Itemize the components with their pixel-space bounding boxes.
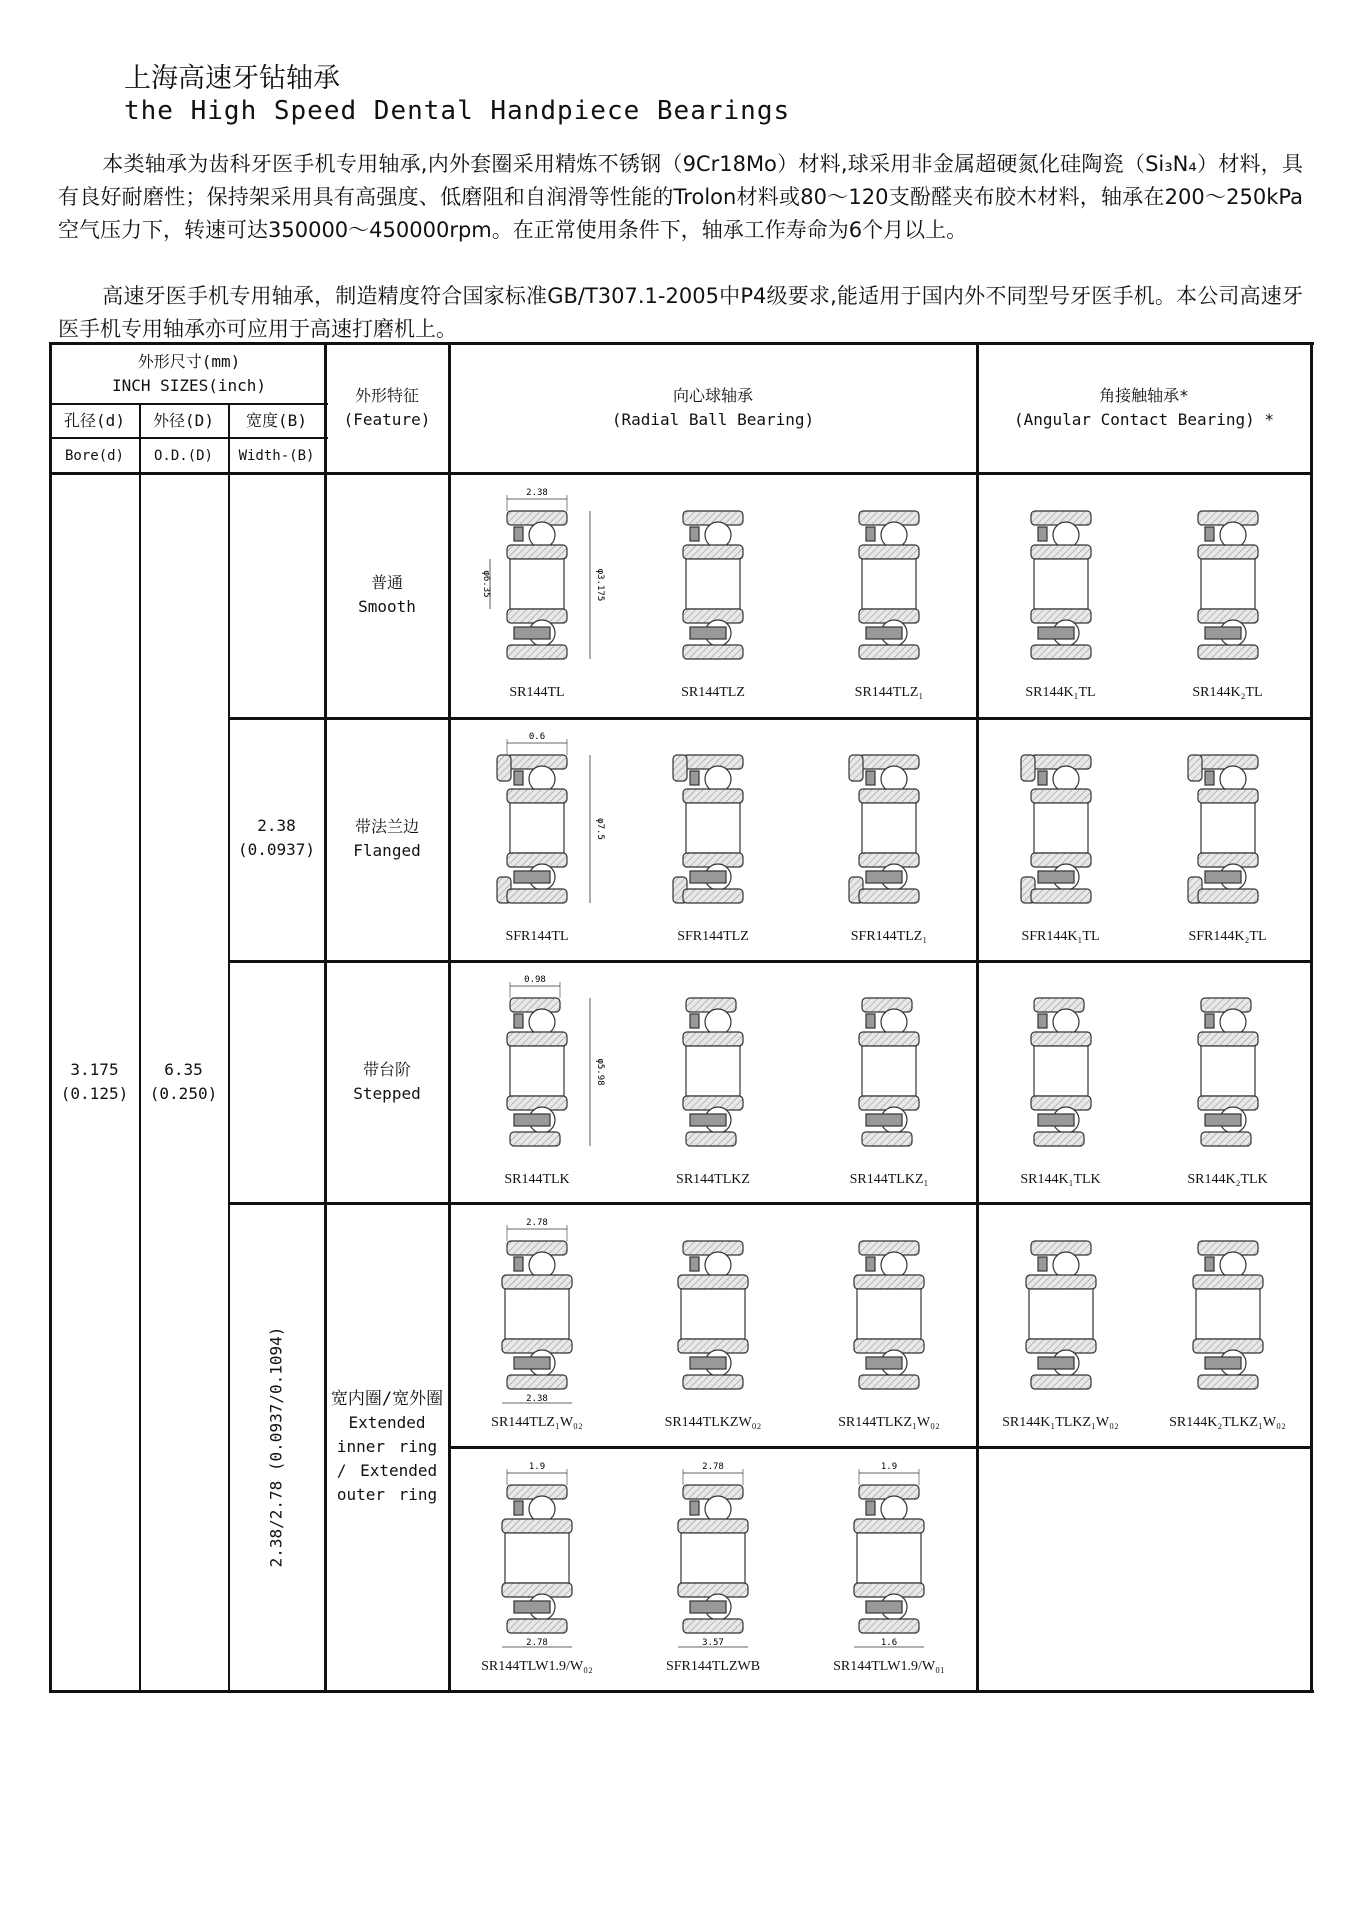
cage-bottom xyxy=(690,1601,726,1613)
cage-top xyxy=(1038,527,1047,541)
radial-bearing-item xyxy=(449,970,625,1199)
cage-bottom xyxy=(514,1601,550,1613)
model-number: SR144TLW1.9/W₀₁ xyxy=(833,1659,945,1674)
model-number: SFR144TLZ xyxy=(677,929,749,944)
angular-bearing-item xyxy=(1144,1213,1311,1443)
cage-top xyxy=(1205,527,1214,541)
bore xyxy=(862,559,916,609)
cage-bottom xyxy=(690,1357,726,1369)
cage-bottom xyxy=(690,1114,726,1126)
cage-top xyxy=(514,527,523,541)
width-value-b: 2.38/2.78 (0.0937/0.1094) xyxy=(266,1326,286,1568)
inner-ring-top xyxy=(678,1519,748,1533)
feature-en: Smooth xyxy=(358,597,416,616)
width-a-mm: 2.38 xyxy=(257,816,296,835)
bearing-drawing xyxy=(986,970,1136,1170)
radial-bearing-item xyxy=(625,727,801,956)
cage-bottom xyxy=(514,1114,550,1126)
dimension-label: 2.78 xyxy=(526,1638,548,1648)
bearing-drawing xyxy=(638,1457,788,1657)
feature-header xyxy=(325,343,449,473)
bore xyxy=(1034,559,1088,609)
page-title-en: the High Speed Dental Handpiece Bearings xyxy=(124,96,791,126)
angular-bearing-item xyxy=(977,727,1144,956)
feature-cn: 带台阶 xyxy=(362,1059,411,1079)
bore xyxy=(857,1289,921,1339)
angular-bearing-item xyxy=(1144,727,1311,956)
ball-icon xyxy=(1053,766,1079,792)
bearing-drawing xyxy=(462,727,612,927)
bearing-drawing xyxy=(814,1457,964,1657)
outer-ring-top xyxy=(1034,998,1084,1012)
outer-ring-bottom xyxy=(1198,645,1258,659)
model-number: SR144TLZ₁ xyxy=(854,685,924,700)
inner-ring-top xyxy=(1031,545,1091,559)
cage-bottom xyxy=(866,871,902,883)
table-rule xyxy=(50,437,328,439)
outer-ring-bottom xyxy=(1031,1375,1091,1389)
ball-icon xyxy=(529,522,555,548)
feature-en: Extended inner ring / Extended outer ring xyxy=(336,1413,438,1504)
bore xyxy=(1201,1046,1255,1096)
outer-ring-top xyxy=(862,998,912,1012)
model-number: SR144TL xyxy=(509,685,565,700)
radial-bearing-item xyxy=(801,1213,977,1443)
bore xyxy=(505,1289,569,1339)
cage-bottom xyxy=(866,1114,902,1126)
bore xyxy=(510,803,564,853)
table-rule xyxy=(49,342,52,1693)
page-title-cn: 上海高速牙钻轴承 xyxy=(124,63,340,94)
size-header xyxy=(50,343,328,404)
cage-bottom xyxy=(1038,871,1074,883)
radial-bearing-item xyxy=(625,970,801,1199)
inner-ring-top xyxy=(683,545,743,559)
cage-top xyxy=(690,1014,699,1028)
dimension-label: 1.9 xyxy=(528,1462,546,1472)
cage-top xyxy=(690,527,699,541)
outer-ring-bottom xyxy=(683,1619,743,1633)
cage-bottom xyxy=(1205,627,1241,639)
cage-top xyxy=(1205,1014,1214,1028)
outer-ring-bottom xyxy=(507,889,567,903)
outer-ring-bottom xyxy=(683,645,743,659)
size-header-cn: 外形尺寸(mm) xyxy=(137,351,241,371)
cage-bottom xyxy=(866,1357,902,1369)
angular-header xyxy=(977,343,1311,473)
model-number: SR144K₂TLK xyxy=(1187,1172,1268,1187)
model-number: SFR144TLZ₁ xyxy=(850,929,928,944)
feature-cn: 带法兰边 xyxy=(354,816,419,836)
feature-cell xyxy=(325,717,449,960)
ball-icon xyxy=(529,766,555,792)
radial-header-cn: 向心球轴承 xyxy=(672,386,753,405)
width-a-inch: (0.0937) xyxy=(237,840,316,859)
feature-cell xyxy=(325,473,449,717)
ball-icon xyxy=(881,1252,907,1278)
ball-icon xyxy=(705,1496,731,1522)
model-number: SR144TLKZ₁W₀₂ xyxy=(838,1415,940,1430)
outer-ring-bottom xyxy=(1031,889,1091,903)
table-rule xyxy=(449,1446,1311,1449)
feature-cn: 普通 xyxy=(370,573,403,592)
cage-bottom xyxy=(514,627,550,639)
feature-cn: 宽内圈/宽外圈 xyxy=(330,1389,444,1409)
cage-top xyxy=(1038,771,1047,785)
radial-bearing-item xyxy=(801,970,977,1199)
bore xyxy=(1034,1046,1088,1096)
cage-top xyxy=(690,771,699,785)
ball-icon xyxy=(705,766,731,792)
radial-bearing-item xyxy=(801,1457,977,1687)
outer-ring-bottom xyxy=(1031,645,1091,659)
cage-bottom xyxy=(1205,871,1241,883)
inner-ring-top xyxy=(683,1032,743,1046)
ball-icon xyxy=(1220,1009,1246,1035)
inner-ring-top xyxy=(678,1275,748,1289)
table-rule xyxy=(228,404,230,1692)
dimension-label: 1.6 xyxy=(880,1638,898,1648)
flange-top xyxy=(497,755,511,781)
dimension-label: 1.9 xyxy=(880,1462,898,1472)
ball-icon xyxy=(1053,1009,1079,1035)
inner-ring-top xyxy=(859,1032,919,1046)
bore-header-en: Bore(d) xyxy=(64,447,124,464)
bearing-drawing xyxy=(462,483,612,683)
cage-top xyxy=(514,1014,523,1028)
cage-top xyxy=(690,1257,699,1271)
table-rule xyxy=(50,1690,1314,1693)
bearing-drawing xyxy=(1153,1213,1303,1413)
bore-header-cn: 孔径(d) xyxy=(64,411,125,430)
dimension-label: 2.78 xyxy=(526,1218,548,1228)
od-header-en: O.D.(D) xyxy=(153,447,213,464)
ball-icon xyxy=(705,1009,731,1035)
radial-bearing-item xyxy=(449,727,625,956)
bearing-drawing xyxy=(986,727,1136,927)
cage-bottom xyxy=(690,627,726,639)
width-value-b-cell xyxy=(228,1203,325,1691)
bearing-drawing xyxy=(1153,727,1303,927)
dimension-label: 3.57 xyxy=(702,1638,724,1648)
bore xyxy=(686,803,740,853)
ball-icon xyxy=(881,766,907,792)
intro-paragraph-1 xyxy=(58,148,1303,247)
bore xyxy=(862,1046,916,1096)
model-number: SR144TLKZ₁ xyxy=(849,1172,929,1187)
feature-en: Stepped xyxy=(353,1083,421,1103)
model-number: SR144TLW1.9/W₀₂ xyxy=(481,1659,593,1674)
dimension-label: φ7.5 xyxy=(595,818,605,840)
bore-value xyxy=(50,473,139,1691)
bore xyxy=(1029,1289,1093,1339)
inner-ring-top xyxy=(1031,1032,1091,1046)
inner-ring-top xyxy=(507,1032,567,1046)
paragraph-text: 本类轴承为齿科牙医手机专用轴承,内外套圈采用精炼不锈钢（9Cr18Mo）材料,球采用非金属超硬氮化硅陶瓷（Si₃N₄）材料，具有良好耐磨性；保持架采用具有高强度、低磨阻和自润滑等性能的Trolon材料或80～120支酚醛夹布胶木材料，轴承在200～250kPa空气压力下，转速可达350000～450000rpm。在正常使用条件下，轴承工作寿命为6个月以上。 xyxy=(58,152,1304,242)
table-rule xyxy=(139,404,141,1692)
radial-header-en: (Radial Ball Bearing) xyxy=(611,410,815,429)
bore xyxy=(1201,803,1255,853)
paragraph-text: 高速牙医手机专用轴承，制造精度符合国家标准GB/T307.1-2005中P4级要求,能适用于国内外不同型号牙医手机。本公司高速牙医手机专用轴承亦可应用于高速打磨机上。 xyxy=(58,284,1303,341)
cage-top xyxy=(690,1501,699,1515)
ball-icon xyxy=(881,522,907,548)
cage-top xyxy=(866,1257,875,1271)
bearing-drawing xyxy=(638,970,788,1170)
bearing-drawing xyxy=(814,483,964,683)
outer-ring-top xyxy=(510,998,560,1012)
angular-bearing-item xyxy=(1144,483,1311,713)
bearing-drawing xyxy=(462,1457,612,1657)
model-number: SR144K₁TL xyxy=(1025,685,1096,700)
cage-bottom xyxy=(514,1357,550,1369)
od-value xyxy=(139,473,228,1691)
dimension-label: 0.6 xyxy=(528,732,546,742)
ball-icon xyxy=(1053,1252,1079,1278)
bore xyxy=(1196,1289,1260,1339)
cage-bottom xyxy=(514,871,550,883)
model-number: SR144K₁TLK xyxy=(1020,1172,1101,1187)
width-header-en: Width-(B) xyxy=(238,447,315,464)
bore xyxy=(857,1533,921,1583)
od-mm: 6.35 xyxy=(164,1060,203,1079)
cage-bottom xyxy=(866,1601,902,1613)
table-rule xyxy=(50,403,328,405)
inner-ring-top xyxy=(502,1275,572,1289)
inner-ring-top xyxy=(854,1275,924,1289)
table-rule xyxy=(228,1202,1312,1205)
feature-cell xyxy=(325,1203,449,1691)
bore xyxy=(1201,559,1255,609)
inner-ring-top xyxy=(859,789,919,803)
radial-bearing-item xyxy=(801,483,977,713)
dimension-label: 2.38 xyxy=(526,1394,548,1404)
flange-top xyxy=(673,755,687,781)
bore-mm: 3.175 xyxy=(70,1060,119,1079)
outer-ring-top xyxy=(1201,998,1251,1012)
cage-top xyxy=(1205,1257,1214,1271)
cage-top xyxy=(1038,1257,1047,1271)
ball-icon xyxy=(881,1009,907,1035)
model-number: SR144K₂TL xyxy=(1192,685,1263,700)
outer-ring-bottom xyxy=(862,1132,912,1146)
bearing-drawing xyxy=(1153,970,1303,1170)
bore xyxy=(510,1046,564,1096)
feature-en: Flanged xyxy=(353,840,421,860)
bore xyxy=(505,1533,569,1583)
table-rule xyxy=(448,343,451,1692)
outer-ring-bottom xyxy=(1198,1375,1258,1389)
flange-top xyxy=(1021,755,1035,781)
angular-bearing-item xyxy=(977,970,1144,1199)
od-inch: (0.250) xyxy=(149,1084,218,1103)
ball-icon xyxy=(529,1252,555,1278)
table-rule xyxy=(228,960,1312,963)
model-number: SFR144TL xyxy=(505,929,569,944)
cage-bottom xyxy=(690,871,726,883)
width-value-a xyxy=(228,473,325,1203)
bore xyxy=(862,803,916,853)
bearing-drawing xyxy=(1153,483,1303,683)
angular-header-cn: 角接触轴承* xyxy=(1099,386,1189,405)
dimension-label: 2.78 xyxy=(702,1462,724,1472)
angular-header-en: (Angular Contact Bearing) * xyxy=(1013,410,1275,429)
outer-ring-bottom xyxy=(683,889,743,903)
inner-ring-top xyxy=(1198,1032,1258,1046)
model-number: SFR144K₁TL xyxy=(1021,929,1100,944)
outer-ring-bottom xyxy=(507,645,567,659)
bore xyxy=(686,1046,740,1096)
inner-ring-top xyxy=(507,789,567,803)
feature-header-en: (Feature) xyxy=(343,410,431,429)
outer-ring-bottom xyxy=(686,1132,736,1146)
model-number: SFR144TLZWB xyxy=(665,1659,761,1674)
ball-icon xyxy=(529,1009,555,1035)
outer-ring-bottom xyxy=(859,1375,919,1389)
table-rule xyxy=(50,472,1312,475)
radial-bearing-item xyxy=(625,483,801,713)
bearing-drawing xyxy=(814,1213,964,1413)
inner-ring-top xyxy=(859,545,919,559)
inner-ring-top xyxy=(854,1519,924,1533)
ball-icon xyxy=(881,1496,907,1522)
radial-bearing-item xyxy=(449,483,625,713)
inner-ring-top xyxy=(1026,1275,1096,1289)
bore xyxy=(1034,803,1088,853)
model-number: SR144K₁TLKZ₁W₀₂ xyxy=(1002,1415,1119,1430)
flange-top xyxy=(849,755,863,781)
flange-top xyxy=(1188,755,1202,781)
table-rule xyxy=(50,342,1314,345)
bearing-drawing xyxy=(638,483,788,683)
outer-ring-bottom xyxy=(1034,1132,1084,1146)
bore xyxy=(681,1533,745,1583)
dimension-label: 0.98 xyxy=(524,975,546,985)
size-header-en: INCH SIZES(inch) xyxy=(111,375,267,395)
table-rule xyxy=(1310,342,1313,1693)
cage-top xyxy=(866,1014,875,1028)
cage-top xyxy=(514,771,523,785)
inner-ring-top xyxy=(1031,789,1091,803)
cage-bottom xyxy=(1038,1357,1074,1369)
inner-ring-top xyxy=(507,545,567,559)
outer-ring-bottom xyxy=(859,1619,919,1633)
radial-bearing-item xyxy=(625,1457,801,1687)
ball-icon xyxy=(1220,766,1246,792)
bore xyxy=(510,559,564,609)
ball-icon xyxy=(705,522,731,548)
ball-icon xyxy=(705,1252,731,1278)
cage-top xyxy=(514,1257,523,1271)
cage-top xyxy=(866,1501,875,1515)
dimension-label: φ3.175 xyxy=(595,568,605,602)
outer-ring-bottom xyxy=(859,645,919,659)
feature-cell xyxy=(325,960,449,1203)
bearing-drawing xyxy=(986,483,1136,683)
intro-paragraph-2 xyxy=(58,280,1303,346)
outer-ring-bottom xyxy=(1198,889,1258,903)
bearing-drawing xyxy=(462,970,612,1170)
outer-ring-bottom xyxy=(510,1132,560,1146)
dimension-label: 2.38 xyxy=(526,488,548,498)
dimension-label: φ5.98 xyxy=(595,1058,605,1086)
model-number: SR144K₂TLKZ₁W₀₂ xyxy=(1169,1415,1286,1430)
bore-inch: (0.125) xyxy=(60,1084,129,1103)
angular-bearing-item xyxy=(977,1213,1144,1443)
inner-ring-top xyxy=(1198,789,1258,803)
bearing-drawing xyxy=(986,1213,1136,1413)
outer-ring-bottom xyxy=(1201,1132,1251,1146)
radial-header xyxy=(449,343,977,473)
model-number: SR144TLZ₁W₀₂ xyxy=(491,1415,583,1430)
outer-ring-bottom xyxy=(859,889,919,903)
model-number: SR144TLKZW₀₂ xyxy=(664,1415,762,1430)
bearing-drawing xyxy=(462,1213,612,1413)
table-rule xyxy=(976,343,979,1692)
feature-header-cn: 外形特征 xyxy=(354,386,419,405)
bore xyxy=(686,559,740,609)
outer-ring-bottom xyxy=(683,1375,743,1389)
bearing-drawing xyxy=(638,1213,788,1413)
outer-ring-bottom xyxy=(507,1619,567,1633)
width-header-cn: 宽度(B) xyxy=(246,411,307,430)
ball-icon xyxy=(1220,522,1246,548)
model-number: SR144TLKZ xyxy=(676,1172,750,1187)
ball-icon xyxy=(1220,1252,1246,1278)
cage-bottom xyxy=(1038,1114,1074,1126)
cage-bottom xyxy=(1038,627,1074,639)
angular-bearing-item xyxy=(977,483,1144,713)
cage-top xyxy=(866,527,875,541)
inner-ring-top xyxy=(683,789,743,803)
dimension-label: φ6.35 xyxy=(481,570,491,598)
cage-top xyxy=(514,1501,523,1515)
od-header-cn: 外径(D) xyxy=(153,411,214,430)
radial-bearing-item xyxy=(801,727,977,956)
table-rule xyxy=(228,717,1312,720)
radial-bearing-item xyxy=(449,1457,625,1687)
table-rule xyxy=(324,343,327,1692)
bearing-drawing xyxy=(638,727,788,927)
ball-icon xyxy=(1053,522,1079,548)
ball-icon xyxy=(529,1496,555,1522)
radial-bearing-item xyxy=(625,1213,801,1443)
cage-top xyxy=(866,771,875,785)
cage-top xyxy=(1038,1014,1047,1028)
bearing-drawing xyxy=(814,727,964,927)
cage-bottom xyxy=(866,627,902,639)
model-number: SFR144K₂TL xyxy=(1188,929,1267,944)
radial-bearing-item xyxy=(449,1213,625,1443)
outer-ring-bottom xyxy=(507,1375,567,1389)
cage-top xyxy=(1205,771,1214,785)
bearing-drawing xyxy=(814,970,964,1170)
model-number: SR144TLZ xyxy=(681,685,745,700)
outer-ring-top xyxy=(686,998,736,1012)
inner-ring-top xyxy=(1198,545,1258,559)
bore xyxy=(681,1289,745,1339)
cage-bottom xyxy=(1205,1357,1241,1369)
inner-ring-top xyxy=(502,1519,572,1533)
cage-bottom xyxy=(1205,1114,1241,1126)
inner-ring-top xyxy=(1193,1275,1263,1289)
model-number: SR144TLK xyxy=(504,1172,570,1187)
angular-bearing-item xyxy=(1144,970,1311,1199)
